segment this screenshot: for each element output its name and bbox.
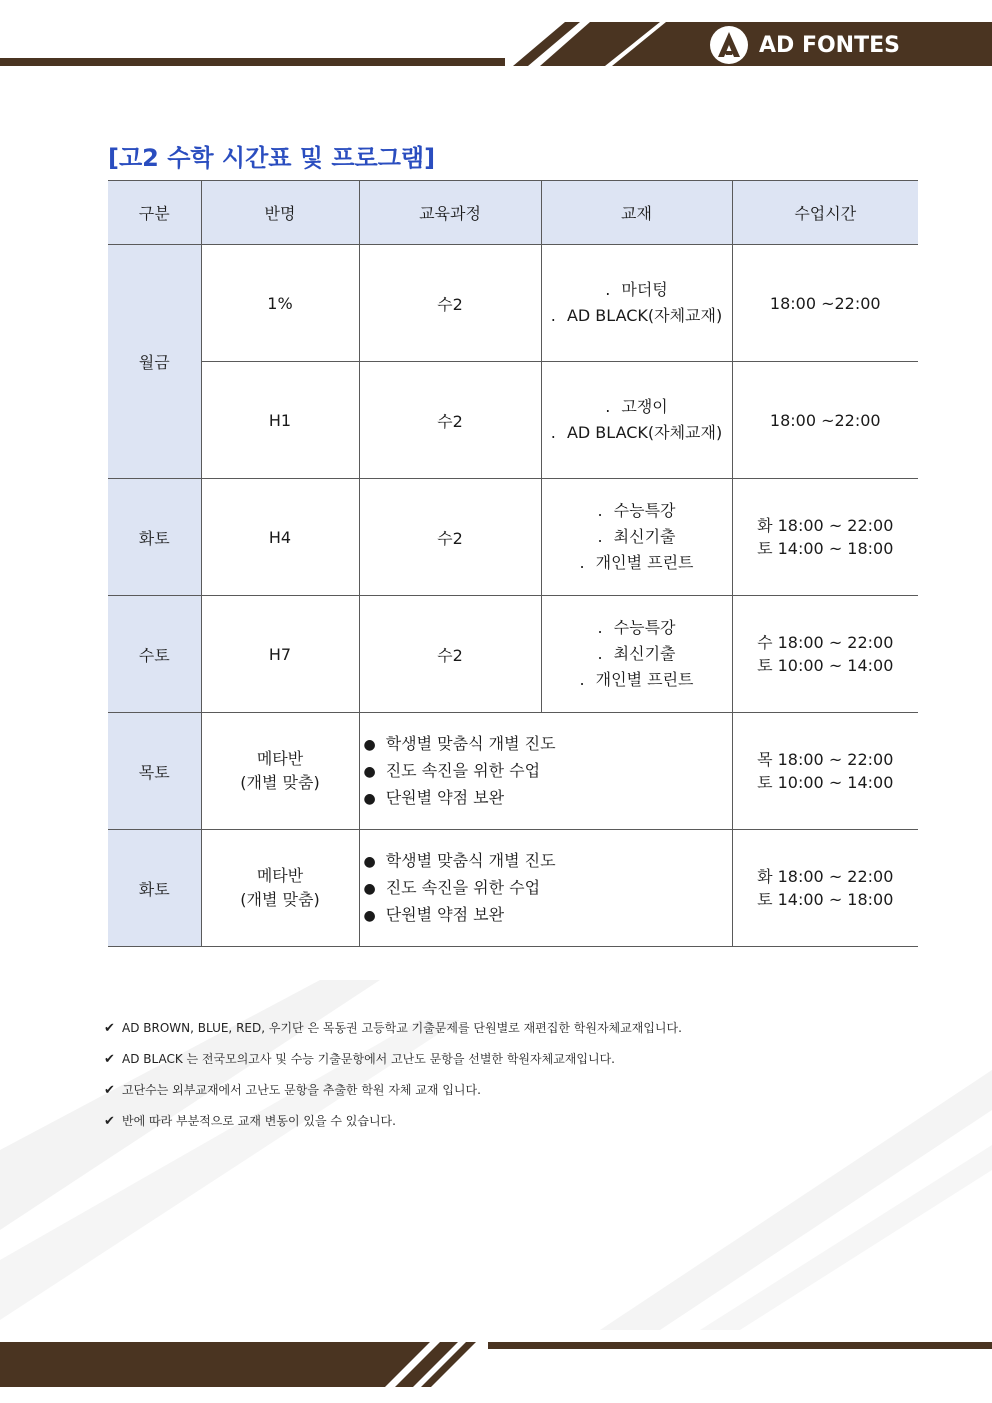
textbook-item: . AD BLACK(자체교재) xyxy=(542,303,732,329)
note-text: 고단수는 외부교재에서 고난도 문항을 추출한 학원 자체 교재 입니다. xyxy=(122,1083,481,1097)
textbook-item: . 마더텅 xyxy=(542,277,732,303)
row-category: 월금 xyxy=(108,245,201,479)
time-slot: 토 10:00 ~ 14:00 xyxy=(757,656,894,675)
note-item xyxy=(104,1049,682,1080)
row-class xyxy=(201,830,359,947)
table-row xyxy=(108,245,918,362)
program-item: ● 진도 속진을 위한 수업 xyxy=(364,758,732,785)
header-category: 구분 xyxy=(108,181,201,245)
table-row xyxy=(108,596,918,713)
textbook-item: . 최신기출 xyxy=(542,641,732,667)
header-class-time: 수업시간 xyxy=(732,181,918,245)
page-title: [고2 수학 시간표 및 프로그램] xyxy=(108,144,436,172)
program-item: ● 학생별 맞춤식 개별 진도 xyxy=(364,731,732,758)
checkmark-icon: ✔ xyxy=(104,1083,115,1098)
table-row xyxy=(108,362,918,479)
row-category: 목토 xyxy=(108,713,201,830)
row-textbooks xyxy=(541,596,732,713)
footer-banner xyxy=(0,1330,992,1403)
table-header-row xyxy=(108,181,918,245)
header-textbook: 교재 xyxy=(541,181,732,245)
table-row xyxy=(108,479,918,596)
program-item: ● 단원별 약점 보완 xyxy=(364,902,732,929)
row-class: H4 xyxy=(201,479,359,596)
program-item: ● 학생별 맞춤식 개별 진도 xyxy=(364,848,732,875)
row-category: 화토 xyxy=(108,830,201,947)
row-textbooks xyxy=(541,245,732,362)
note-item xyxy=(104,1018,682,1049)
textbook-item: . 수능특강 xyxy=(542,615,732,641)
notes-list xyxy=(104,1018,682,1142)
program-item: ● 진도 속진을 위한 수업 xyxy=(364,875,732,902)
note-text: AD BROWN, BLUE, RED, 우기단 은 목동권 고등학교 기출문제를 단원별로 재편집한 학원자체교재입니다. xyxy=(122,1021,682,1035)
time-slot: 화 18:00 ~ 22:00 xyxy=(757,516,894,535)
time-slot: 수 18:00 ~ 22:00 xyxy=(757,633,894,652)
row-course: 수2 xyxy=(359,596,541,713)
row-time xyxy=(732,245,918,362)
row-time xyxy=(732,362,918,479)
row-time xyxy=(732,479,918,596)
textbook-item: . 개인별 프린트 xyxy=(542,667,732,693)
program-item: ● 단원별 약점 보완 xyxy=(364,785,732,812)
note-text: AD BLACK 는 전국모의고사 및 수능 기출문항에서 고난도 문항을 선별한 학원자체교재입니다. xyxy=(122,1052,615,1066)
row-class: H7 xyxy=(201,596,359,713)
row-course: 수2 xyxy=(359,245,541,362)
time-slot: 화 18:00 ~ 22:00 xyxy=(757,867,894,886)
row-class xyxy=(201,713,359,830)
class-note: (개별 맞춤) xyxy=(240,773,320,792)
ad-fontes-logo-icon xyxy=(709,25,749,65)
textbook-item: . 수능특강 xyxy=(542,498,732,524)
checkmark-icon: ✔ xyxy=(104,1052,115,1067)
row-textbooks xyxy=(541,479,732,596)
textbook-item: . 최신기출 xyxy=(542,524,732,550)
row-time xyxy=(732,713,918,830)
header-course: 교육과정 xyxy=(359,181,541,245)
header-class: 반명 xyxy=(201,181,359,245)
time-slot: 토 14:00 ~ 18:00 xyxy=(757,890,894,909)
row-program xyxy=(359,830,732,947)
note-text: 반에 따라 부분적으로 교재 변동이 있을 수 있습니다. xyxy=(122,1114,396,1128)
time-slot: 18:00 ~22:00 xyxy=(769,410,881,430)
note-item xyxy=(104,1080,682,1111)
table-row xyxy=(108,830,918,947)
brand-name: AD FONTES xyxy=(759,32,900,58)
row-class: 1% xyxy=(201,245,359,362)
row-category: 수토 xyxy=(108,596,201,713)
row-time xyxy=(732,596,918,713)
table-row xyxy=(108,713,918,830)
row-course: 수2 xyxy=(359,479,541,596)
class-note: (개별 맞춤) xyxy=(240,890,320,909)
class-name: 메타반 xyxy=(256,866,304,885)
brand-logo xyxy=(709,24,900,66)
row-course: 수2 xyxy=(359,362,541,479)
schedule-table xyxy=(108,180,918,947)
time-slot: 토 14:00 ~ 18:00 xyxy=(757,539,894,558)
row-textbooks xyxy=(541,362,732,479)
class-name: 메타반 xyxy=(256,749,304,768)
row-category: 화토 xyxy=(108,479,201,596)
note-item xyxy=(104,1111,682,1142)
row-time xyxy=(732,830,918,947)
checkmark-icon: ✔ xyxy=(104,1021,115,1036)
time-slot: 토 10:00 ~ 14:00 xyxy=(757,773,894,792)
textbook-item: . AD BLACK(자체교재) xyxy=(542,420,732,446)
time-slot: 목 18:00 ~ 22:00 xyxy=(757,750,894,769)
time-slot: 18:00 ~22:00 xyxy=(769,293,881,313)
row-program xyxy=(359,713,732,830)
row-class: H1 xyxy=(201,362,359,479)
checkmark-icon: ✔ xyxy=(104,1114,115,1129)
textbook-item: . 고쟁이 xyxy=(542,394,732,420)
textbook-item: . 개인별 프린트 xyxy=(542,550,732,576)
